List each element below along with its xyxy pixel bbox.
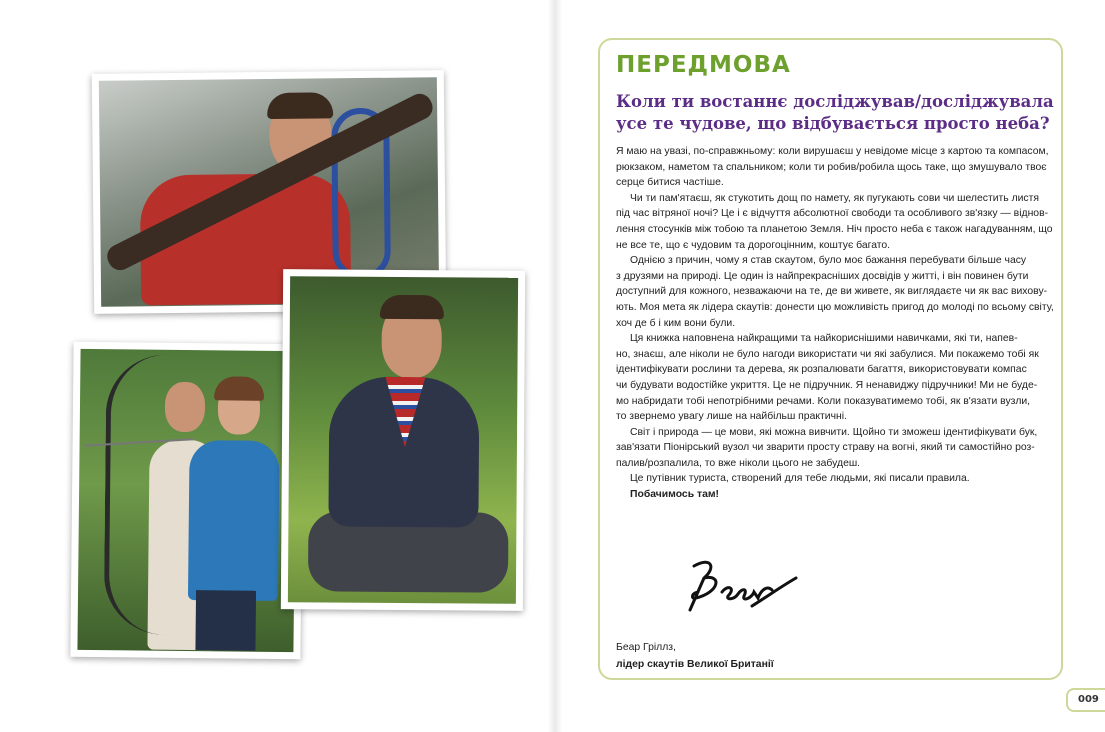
body-line: мо набридати тобі непотрібними речами. Коли показуватимемо тобі, як в'язати вузли, [616, 395, 1031, 407]
body-line: Світ і природа — це мови, які можна вивчити. Щойно ти зможеш ідентифікувати бук, [630, 426, 1038, 438]
photo-scout-crouch-scene [288, 276, 518, 604]
body-line: но, знаєш, але ніколи не було нагоди використати чи які забулися. Ми покажемо тобі як [616, 348, 1039, 360]
book-gutter [548, 0, 562, 732]
body-line: Я маю на увазі, по-справжньому: коли вирушаєш у невідоме місце з картою та компасом, [616, 146, 1049, 157]
girl-blue-jacket-shape [188, 440, 280, 601]
foreword-panel [598, 38, 1063, 680]
foreword-subheading [616, 91, 1056, 135]
body-line: з друзями на природі. Це один із найпрекрасніших досвідів у житті, і він повинен бути [616, 270, 1029, 282]
photo-scout-crouch [281, 269, 525, 611]
subheading-line: усе те чудове, що відбувається просто неба? [616, 114, 1050, 133]
girl-hair-shape [214, 376, 264, 401]
body-line: Це путівник туриста, створений для тебе людьми, які писали правила. [630, 473, 970, 485]
body-line: під час вітряної ночі? Це і є відчуття абсолютної свободи та особливого зв'язку — віднов- [616, 208, 1049, 220]
body-line: серце битися частіше. [616, 177, 724, 189]
body-line: ідентифікувати рослини та дерева, як розпалювати багаття, використовувати компас [616, 364, 1027, 376]
body-line: то звернемо увагу лише на найбільш практичні. [616, 411, 847, 423]
photo-archery [70, 342, 303, 659]
body-line: хоч де б і ким вони були. [616, 317, 736, 329]
body-line: ють. Моя мета як лідера скаутів: донести цю можливість пригод до молоді по всьому світу, [616, 301, 1054, 313]
hair-shape [267, 92, 333, 119]
body-line: лення стосунків між тобою та планетою Земля. Ніч просто неба є також нагадуванням, що [616, 223, 1053, 235]
body-line: доступний для кожного, незважаючи на те, де ви живете, як виглядаєте чи як вас вихову- [616, 286, 1048, 298]
foreword-heading: ПЕРЕДМОВА [616, 52, 791, 78]
body-line: Ця книжка наповнена найкращими та найкориснішими навичками, які ти, напев- [630, 333, 1018, 345]
body-line: палив/розпалила, то вже ніколи цього не забудеш. [616, 457, 861, 469]
foreword-body [616, 144, 1056, 503]
page-number: 009 [1066, 688, 1105, 712]
signature-image [682, 548, 802, 618]
subheading-line: Коли ти востаннє досліджував/досліджувала [616, 92, 1054, 111]
photo-archery-scene [77, 349, 296, 652]
body-line: Чи ти пам'ятаєш, як стукотить дощ по намету, як пугукають сови чи шелестить листя [630, 192, 1040, 204]
girl-legs-shape [195, 590, 256, 651]
body-line: зав'язати Піонірський вузол чи зварити просту страву на вогні, який ти самостійно роз- [616, 442, 1035, 454]
signature-name: Беар Гріллз, [616, 642, 676, 653]
body-line: рюкзаком, наметом та спальником; коли ти робив/робила щось таке, що змушувало твоє [616, 161, 1047, 173]
body-line: Однією з причин, чому я став скаутом, було моє бажання перебувати більше часу [630, 255, 1027, 267]
body-line: не все те, що є чудовим та дорогоцінним, коштує багато. [616, 239, 891, 251]
bow-shape [104, 354, 182, 635]
scout-hair-shape [380, 295, 444, 319]
signature-title: лідер скаутів Великої Британії [616, 659, 774, 670]
body-line: Побачимось там! [630, 489, 719, 501]
body-line: чи будувати водостійке укриття. Це не підручник. Я ненавиджу підручники! Ми не буде- [616, 379, 1038, 391]
